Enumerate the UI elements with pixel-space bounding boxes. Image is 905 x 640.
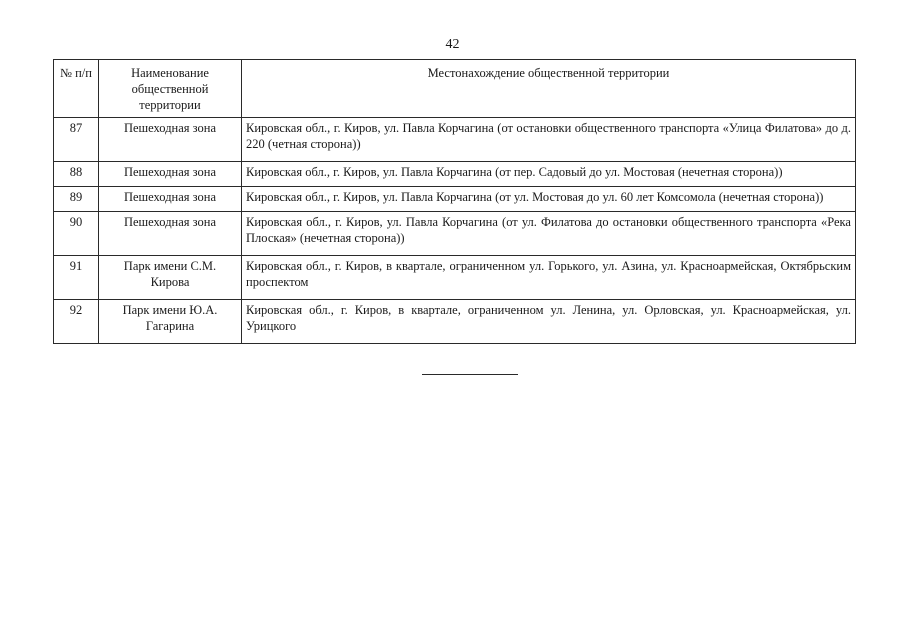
table-row xyxy=(54,256,856,300)
territory-name: Парк имени С.М. Кирова xyxy=(99,256,242,300)
end-of-document-divider xyxy=(422,374,518,375)
territory-name: Пешеходная зона xyxy=(99,212,242,256)
row-number: 92 xyxy=(54,300,99,344)
row-number: 88 xyxy=(54,162,99,187)
header-territory-location: Местонахождение общественной территории xyxy=(242,60,856,118)
territory-location: Кировская обл., г. Киров, ул. Павла Корчагина (от пер. Садовый до ул. Мостовая (нечетная сторона)) xyxy=(242,162,856,187)
territory-name: Пешеходная зона xyxy=(99,118,242,162)
row-number: 90 xyxy=(54,212,99,256)
row-number: 89 xyxy=(54,187,99,212)
public-territories-table xyxy=(53,59,856,344)
territory-location: Кировская обл., г. Киров, в квартале, ограниченном ул. Ленина, ул. Орловская, ул. Красноармейская, ул. Урицкого xyxy=(242,300,856,344)
page-number: 42 xyxy=(445,37,460,52)
row-number: 91 xyxy=(54,256,99,300)
territory-name: Пешеходная зона xyxy=(99,162,242,187)
territory-location: Кировская обл., г. Киров, ул. Павла Корчагина (от ул. Филатова до остановки общественного транспорта «Река Плоская» (нечетная сторона)) xyxy=(242,212,856,256)
table-row xyxy=(54,162,856,187)
territory-location: Кировская обл., г. Киров, ул. Павла Корчагина (от остановки общественного транспорта «Улица Филатова» до д. 220 (четная сторона)) xyxy=(242,118,856,162)
territory-name: Парк имени Ю.А. Гагарина xyxy=(99,300,242,344)
row-number: 87 xyxy=(54,118,99,162)
header-territory-name: Наименование общественной территории xyxy=(99,60,242,118)
header-number: № п/п xyxy=(54,60,99,118)
territory-location: Кировская обл., г. Киров, в квартале, ограниченном ул. Горького, ул. Азина, ул. Красноармейская, Октябрьским проспектом xyxy=(242,256,856,300)
table-row xyxy=(54,300,856,344)
table-row xyxy=(54,212,856,256)
table-header-row xyxy=(54,60,856,118)
territory-name: Пешеходная зона xyxy=(99,187,242,212)
territory-location: Кировская обл., г. Киров, ул. Павла Корчагина (от ул. Мостовая до ул. 60 лет Комсомола (нечетная сторона)) xyxy=(242,187,856,212)
table-row xyxy=(54,118,856,162)
table-row xyxy=(54,187,856,212)
